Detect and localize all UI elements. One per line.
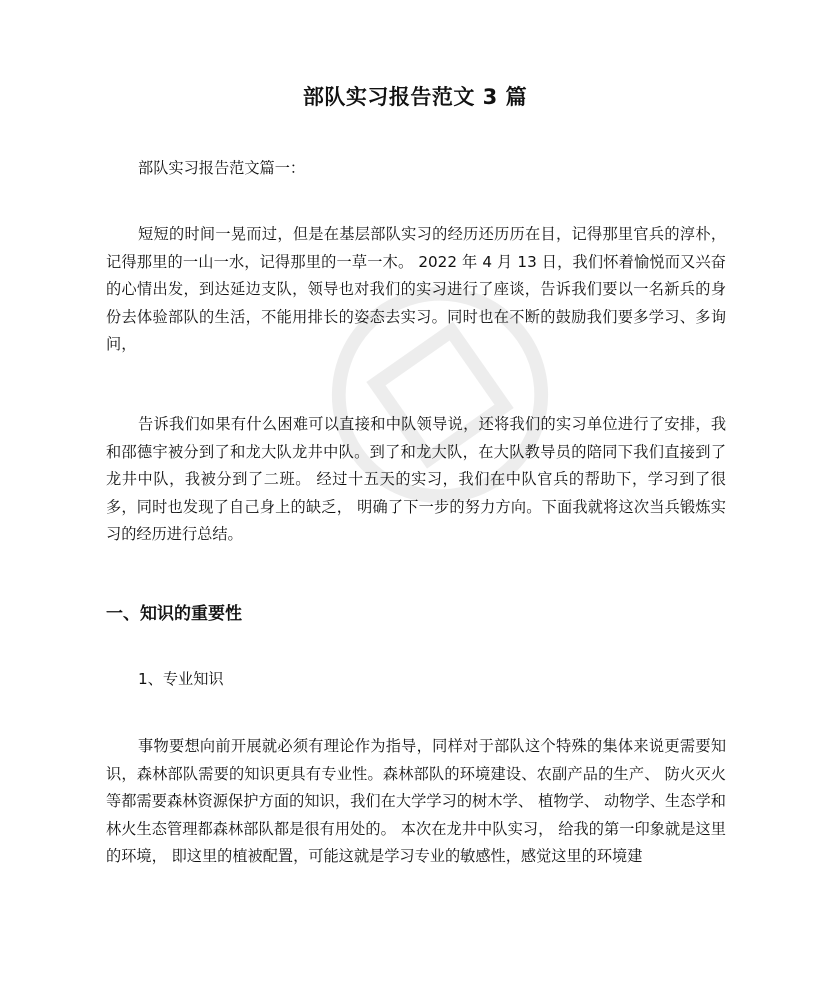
paragraph-2: 告诉我们如果有什么困难可以直接和中队领导说，还将我们的实习单位进行了安排，我和邵德宇被分到了和龙大队龙井中队。到了和龙大队，在大队教导员的陪同下我们直接到了龙井中队，我被分到了二班。 经过十五天的实习，我们在中队官兵的帮助下，学习到了很多，同时也发现了自己身上的缺乏， 明确了下一步的努力方向。下面我就将这次当兵锻炼实习的经历进行总结。 — [106, 415, 726, 543]
paragraph-3: 事物要想向前开展就必须有理论作为指导，同样对于部队这个特殊的集体来说更需要知识，森林部队需要的知识更具有专业性。森林部队的环境建设、农副产品的生产、 防火灭火等都需要森林资源保护方面的知识，我们在大学学习的树木学、 植物学、 动物学、生态学和林火生态管理都森林部队都是很有用处的。 本次在龙井中队实习， 给我的第一印象就是这里的环境， 即这里的植被配置，可能这就是学习专业的敏感性，感觉这里的环境建 — [106, 737, 726, 865]
section-heading: 一、知识的重要性 — [106, 604, 242, 624]
article-subtitle: 部队实习报告范文篇一： — [138, 159, 306, 177]
subsection-heading: 1、专业知识 — [138, 670, 224, 688]
paragraph-1: 短短的时间一晃而过，但是在基层部队实习的经历还历历在目，记得那里官兵的淳朴，记得那里的一山一水，记得那里的一草一木。 2022 年 4 月 13 日，我们怀着愉悦而又兴奋的心情出发，到达延边支队，领导也对我们的实习进行了座谈，告诉我们要以一名新兵的身份去体验部队的生活，不能用排长的姿态去实习。同时也在不断的鼓励我们要多学习、多询问， — [106, 225, 726, 353]
document-title: 部队实习报告范文 3 篇 — [302, 85, 528, 109]
